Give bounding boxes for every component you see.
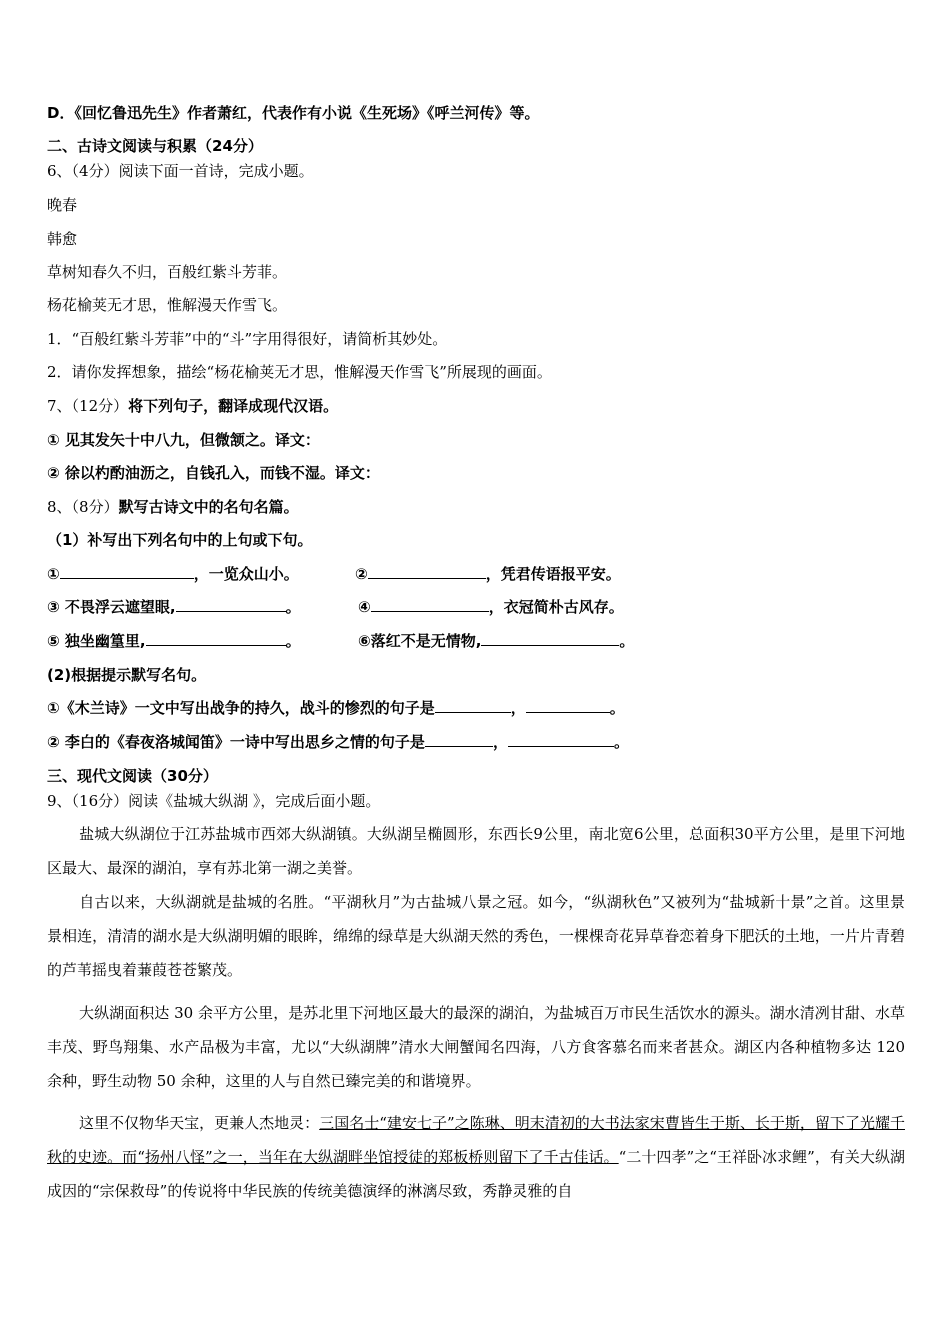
- q8-stem: 默写古诗文中的名句名篇。: [118, 498, 299, 516]
- q8-part-1: （1）补写出下列名句中的上句或下句。: [47, 531, 313, 549]
- blank-4[interactable]: [371, 597, 489, 612]
- paragraph-3: 大纵湖面积达 30 余平方公里，是苏北里下河地区最大的最深的湖泊，为盐城百万市民生活饮水的源头。湖水清冽甘甜、水草丰茂、野鸟翔集、水产品极为丰富，尤以“大纵湖牌”清水大闸蟹闻名四海，八方食客慕名而来者甚众。湖区内各种植物多达 120 余种，野生动物 50 余种，这里的人与自然已臻完美的和谐境界。: [47, 1004, 905, 1090]
- blank-b1a[interactable]: [435, 698, 511, 713]
- q8-item-2: ② ，凭君传语报平安。: [355, 565, 621, 583]
- q8-prompt-1: ①《木兰诗》一文中写出战争的持久，战斗的惨烈的句子是 ， 。: [47, 699, 625, 717]
- underlined-passage: 三国名士“建安七子”之陈琳、明末清初的大书法家宋曹皆生于斯、长于斯，留下了光耀千秋的史迹。而“扬州八怪”之一，当年在大纵湖畔坐馆授徒的郑板桥则留下了千古佳话。: [47, 1114, 905, 1166]
- paragraph-4: 这里不仅物华天宝，更兼人杰地灵：三国名士“建安七子”之陈琳、明末清初的大书法家宋曹皆生于斯、长于斯，留下了光耀千秋的史迹。而“扬州八怪”之一，当年在大纵湖畔坐馆授徒的郑板桥则留下了千古佳话。“二十四孝”之“王祥卧冰求鲤”，有关大纵湖成因的“宗保救母”的传说将中华民族的传统美德演绎的淋漓尽致，秀静灵雅的自: [47, 1114, 905, 1200]
- q7-stem: 将下列句子，翻译成现代汉语。: [128, 397, 339, 415]
- q8-item-5: ⑤ 独坐幽篁里, 。: [47, 632, 301, 650]
- q7-heading: [47, 396, 338, 416]
- q8-part-2: (2)根据提示默写名句。: [47, 666, 207, 684]
- poem-line-1: 草树知春久不归，百般红紫斗芳菲。: [47, 263, 288, 281]
- q7-number: 7、（12分）: [47, 397, 129, 415]
- q8-item-4: ④ ，衣冠简朴古风存。: [358, 598, 624, 616]
- q8-prompt-2: ② 李白的《春夜洛城闻笛》一诗中写出思乡之情的句子是 ， 。: [47, 733, 629, 751]
- blank-6[interactable]: [481, 631, 619, 646]
- q6-sub-2: 2．请你发挥想象，描绘“杨花榆荚无才思，惟解漫天作雪飞”所展现的画面。: [47, 363, 552, 381]
- section-3-title: 三、现代文阅读（30分）: [47, 767, 218, 785]
- q6-sub-1: 1．“百般红紫斗芳菲”中的“斗”字用得很好，请简析其妙处。: [47, 330, 448, 348]
- q8-number: 8、（8分）: [47, 498, 119, 516]
- poem-line-2: 杨花榆荚无才思，惟解漫天作雪飞。: [47, 296, 288, 314]
- blank-2[interactable]: [368, 564, 486, 579]
- q8-item-6: ⑥落红不是无情物, 。: [358, 632, 635, 650]
- blank-b2a[interactable]: [425, 732, 493, 747]
- q8-item-3: ③ 不畏浮云遮望眼, 。: [47, 598, 301, 616]
- paragraph-2: 自古以来，大纵湖就是盐城的名胜。“平湖秋月”为古盐城八景之冠。如今，“纵湖秋色”又被列为“盐城新十景”之首。这里景景相连，清清的湖水是大纵湖明媚的眼眸，绵绵的绿草是大纵湖天然的秀色，一棵棵奇花异草眷恋着身下肥沃的土地，一片片青碧的芦苇摇曳着蒹葭苍苍繁茂。: [47, 893, 905, 979]
- blank-5[interactable]: [146, 631, 286, 646]
- option-d: D．《回忆鲁迅先生》作者萧红，代表作有小说《生死场》《呼兰河传》等。: [47, 104, 540, 122]
- blank-3[interactable]: [176, 597, 286, 612]
- blank-b2b[interactable]: [508, 732, 614, 747]
- q7-sentence-2: ② 徐以杓酌油沥之，自钱孔入，而钱不湿。译文：: [47, 464, 380, 482]
- section-2-title: 二、古诗文阅读与积累（24分）: [47, 137, 263, 155]
- q8-item-1: ① ，一览众山小。: [47, 565, 299, 583]
- poem-title: 晚春: [47, 196, 78, 214]
- q7-sentence-1: ① 见其发矢十中八九，但微颔之。译文：: [47, 431, 320, 449]
- q8-heading: [47, 497, 299, 517]
- blank-1[interactable]: [60, 564, 194, 579]
- poem-author: 韩愈: [47, 230, 78, 248]
- paragraph-1: 盐城大纵湖位于江苏盐城市西郊大纵湖镇。大纵湖呈椭圆形，东西长9公里，南北宽6公里，总面积30平方公里，是里下河地区最大、最深的湖泊，享有苏北第一湖之美誉。: [47, 825, 905, 877]
- blank-b1b[interactable]: [526, 698, 610, 713]
- q9-stem: 9、（16分）阅读《盐城大纵湖 》，完成后面小题。: [47, 792, 381, 810]
- q6-stem: 6、（4分）阅读下面一首诗，完成小题。: [47, 162, 314, 180]
